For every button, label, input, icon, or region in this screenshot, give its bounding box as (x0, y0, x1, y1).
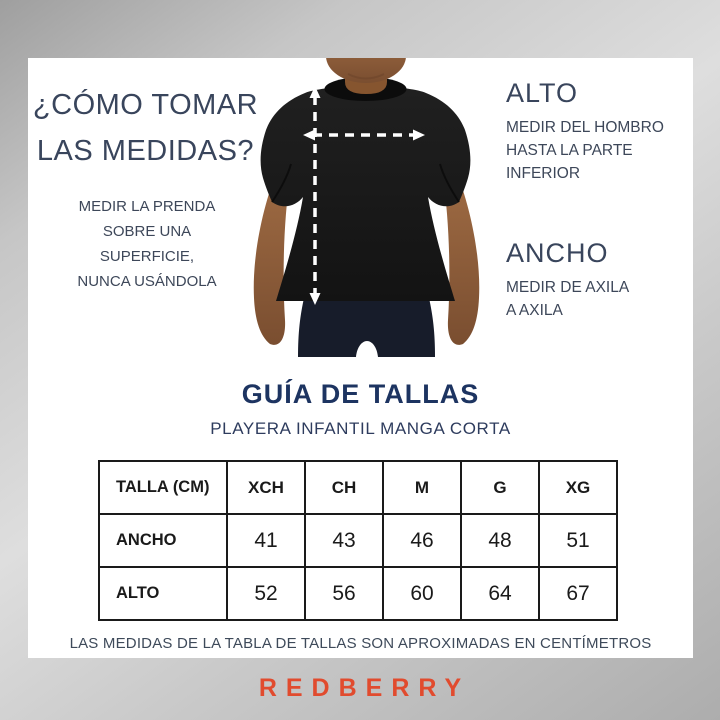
jeans (298, 298, 435, 357)
redberry-logo: REDBERRY (258, 674, 471, 702)
size-table (98, 460, 618, 621)
table-row-alto (99, 567, 617, 620)
row-label-ancho: ANCHO (99, 514, 227, 567)
alto-xg: 67 (539, 567, 617, 620)
size-table-header-row (99, 461, 617, 514)
size-table-header-ch: CH (305, 461, 383, 514)
size-table-header-m: M (383, 461, 461, 514)
ancho-ch: 43 (305, 514, 383, 567)
black-tshirt (261, 86, 471, 301)
ancho-heading: ANCHO (506, 238, 609, 268)
alto-xch: 52 (227, 567, 305, 620)
ancho-xg: 51 (539, 514, 617, 567)
ancho-description: MEDIR DE AXILA A AXILA (506, 279, 630, 319)
size-guide-title: GUÍA DE TALLAS (241, 379, 480, 409)
ancho-definition (506, 238, 686, 322)
measuring-instructions: MEDIR LA PRENDA SOBRE UNA SUPERFICIE, NUNCA USÁNDOLA (77, 198, 217, 290)
size-guide-card (28, 58, 693, 658)
alto-definition (506, 78, 686, 185)
ancho-m: 46 (383, 514, 461, 567)
page-title-line2: LAS MEDIDAS? (36, 135, 255, 167)
size-table-header-xch: XCH (227, 461, 305, 514)
alto-heading: ALTO (506, 78, 579, 108)
size-table-header-xg: XG (539, 461, 617, 514)
size-guide-subtitle: PLAYERA INFANTIL MANGA CORTA (210, 419, 511, 438)
table-row-ancho (99, 514, 617, 567)
alto-m: 60 (383, 567, 461, 620)
alto-description: MEDIR DEL HOMBRO HASTA LA PARTE INFERIOR (506, 119, 664, 182)
alto-g: 64 (461, 567, 539, 620)
ancho-xch: 41 (227, 514, 305, 567)
child-tshirt-figure (248, 58, 485, 357)
ancho-g: 48 (461, 514, 539, 567)
size-table-header-talla: TALLA (CM) (99, 461, 227, 514)
child-model-photo (248, 58, 485, 357)
page-title-line1: ¿CÓMO TOMAR (32, 89, 259, 121)
alto-ch: 56 (305, 567, 383, 620)
page-title (28, 82, 263, 174)
measurements-note: LAS MEDIDAS DE LA TABLA DE TALLAS SON APROXIMADAS EN CENTÍMETROS (69, 635, 652, 652)
size-table-header-g: G (461, 461, 539, 514)
row-label-alto: ALTO (99, 567, 227, 620)
